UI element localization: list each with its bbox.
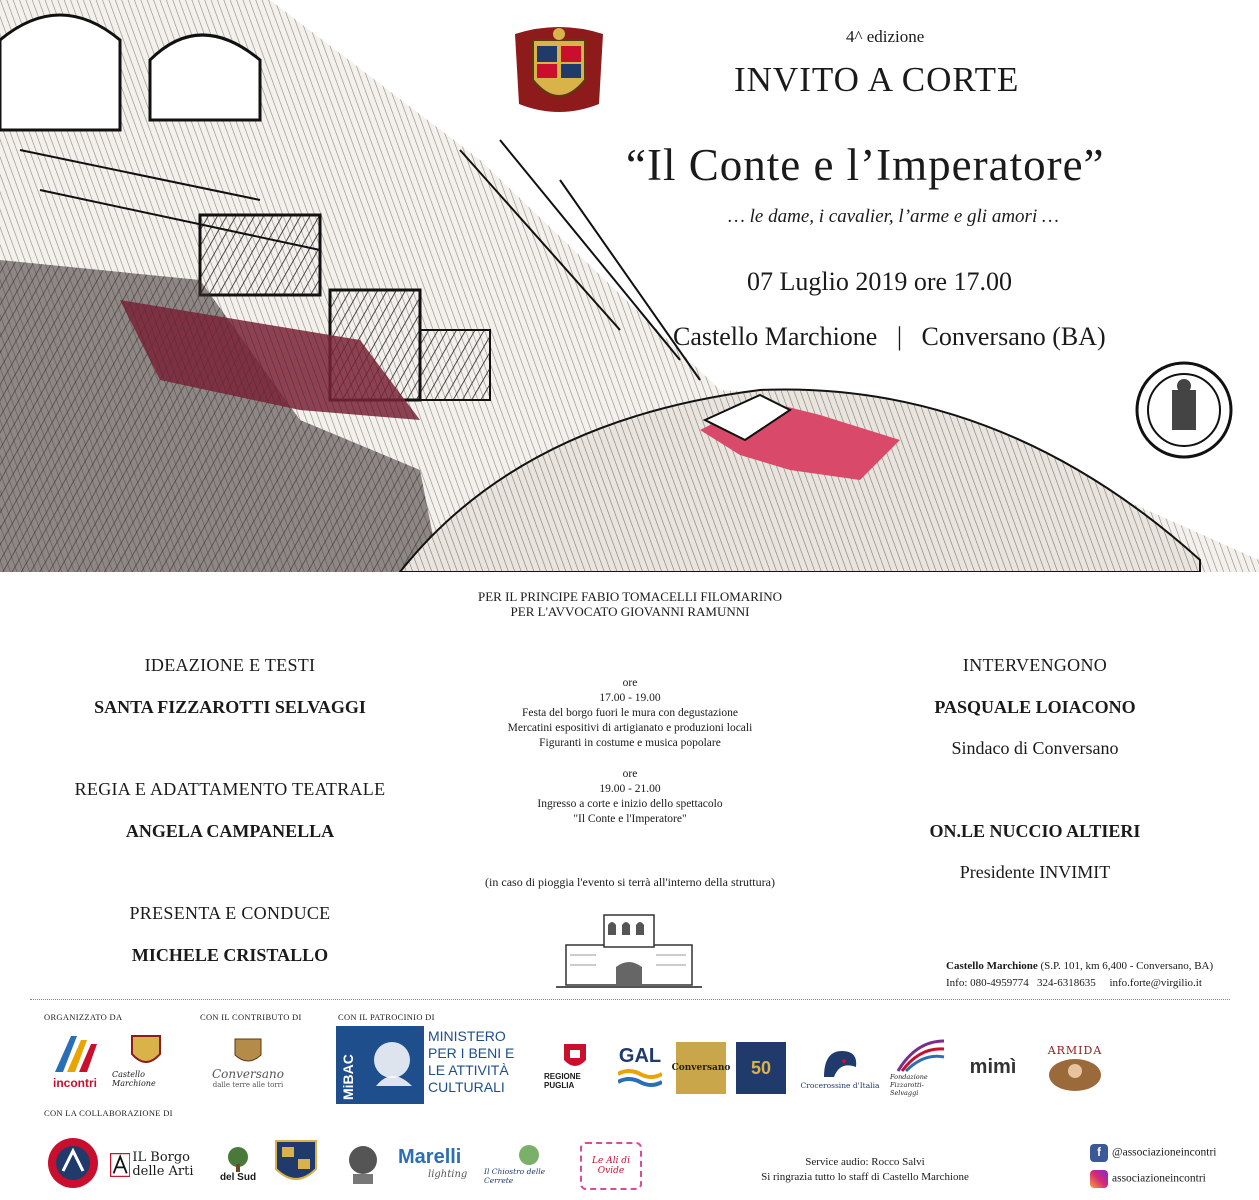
armida-text: ARMIDA xyxy=(1047,1043,1103,1057)
gruppo-storico-logo xyxy=(270,1136,322,1192)
marelli-text: Marelli xyxy=(398,1146,462,1168)
divider xyxy=(30,999,1230,1000)
instagram-link[interactable] xyxy=(1090,1170,1206,1188)
speaker2-name: ON.LE NUCCIO ALTIERI xyxy=(929,821,1141,841)
facebook-link[interactable] xyxy=(1090,1144,1216,1162)
presenta-name: MICHELE CRISTALLO xyxy=(131,945,329,965)
mibac-logo xyxy=(336,1026,524,1104)
instagram-handle: associazioneincontri xyxy=(1112,1172,1206,1185)
regia-name: ANGELA CAMPANELLA xyxy=(125,821,335,841)
event-title: “Il Conte e l’Imperatore” xyxy=(626,140,1105,190)
mibac-text: MiBAC xyxy=(340,1054,356,1100)
mimi-text: mimì xyxy=(969,1055,1017,1078)
rain-note: (in caso di pioggia l'evento si terrà all'interno della struttura) xyxy=(485,875,775,889)
crocerossine-logo xyxy=(796,1040,884,1096)
thanks-credit: Si ringrazia tutto lo staff di Castello Marchione xyxy=(761,1171,969,1183)
chiostro-text: Il Chiostro delle Cerrete xyxy=(484,1167,546,1185)
programme-line: Mercatini espositivi di artigianato e produzioni locali xyxy=(507,722,753,734)
audio-credit: Service audio: Rocco Salvi xyxy=(805,1156,925,1168)
castle-sketch xyxy=(0,0,1259,572)
gal-text: GAL xyxy=(618,1044,662,1067)
mimi-logo xyxy=(960,1042,1026,1092)
umanesimo-pietra-logo xyxy=(340,1136,386,1192)
borgo-text: IL Borgo delle Arti xyxy=(132,1150,194,1179)
gal-logo xyxy=(616,1038,664,1096)
hero-illustration xyxy=(0,0,1259,572)
presenta-role: PRESENTA E CONDUCE xyxy=(129,903,331,923)
coat-of-arms-logo xyxy=(507,24,611,120)
ore-label-2: ore xyxy=(622,768,638,780)
collaborazione-label: CON LA COLLABORAZIONE DI xyxy=(44,1108,173,1118)
contact-info: Info: 080-4959774 324-6318635 info.forte@virgilio.it xyxy=(946,977,1202,989)
regia-role: REGIA E ADATTAMENTO TEATRALE xyxy=(74,779,386,799)
instagram-icon xyxy=(1090,1170,1108,1188)
event-subtitle: … le dame, i cavalier, l’arme e gli amori … xyxy=(728,206,1059,227)
sud-text: del Sud xyxy=(219,1171,257,1183)
programme-line: Festa del borgo fuori le mura con degustazione xyxy=(522,707,738,719)
marelli-sub: lighting xyxy=(428,1169,468,1180)
ali-ovide-logo xyxy=(580,1142,642,1190)
sentieri-sud-logo xyxy=(212,1138,264,1190)
invite-heading: INVITO A CORTE xyxy=(734,60,1020,99)
regione-puglia-logo xyxy=(544,1040,606,1092)
event-venue: Castello Marchione | Conversano (BA) xyxy=(673,322,1106,351)
contact-address: (S.P. 101, km 6,400 - Conversano, BA) xyxy=(1037,960,1214,972)
speaker2-title: Presidente INVIMIT xyxy=(959,862,1111,882)
mibac-emblem xyxy=(336,1026,424,1104)
host-line-2: PER L'AVVOCATO GIOVANNI RAMUNNI xyxy=(510,604,750,619)
borgo-arti-logo xyxy=(110,1140,206,1190)
castle-drawing xyxy=(556,905,702,990)
time-slot-1: 17.00 - 19.00 xyxy=(599,692,661,704)
regione-text: REGIONE PUGLIA xyxy=(544,1072,581,1090)
ali-text: Le Ali di Ovide xyxy=(592,1156,630,1176)
imperial-seal-logo xyxy=(1134,360,1234,460)
organizzato-label: ORGANIZZATO DA xyxy=(44,1012,123,1022)
armida-logo xyxy=(1040,1040,1110,1096)
castello-logo-text: Castello Marchione xyxy=(112,1070,156,1088)
fondazione-text: Fondazione Fizzarotti-Selvaggi xyxy=(890,1073,928,1097)
programme-line: Figuranti in costume e musica popolare xyxy=(539,737,721,749)
programme-block xyxy=(440,676,820,827)
proloco-logo xyxy=(671,1042,731,1094)
fondazione-logo xyxy=(890,1036,952,1098)
marelli-logo xyxy=(398,1140,478,1186)
conversano-tagline: dalle terre alle torri xyxy=(212,1081,284,1089)
programme-line: "Il Conte e l'Imperatore" xyxy=(573,813,687,825)
footer-credits xyxy=(740,1155,990,1185)
event-date: 07 Luglio 2019 ore 17.00 xyxy=(747,267,1013,296)
castello-marchione-logo xyxy=(112,1032,180,1090)
facebook-icon: f xyxy=(1090,1144,1108,1162)
incontri-text: incontri xyxy=(53,1076,97,1090)
programme-line: Ingresso a corte e inizio dello spettacolo xyxy=(537,798,723,810)
anas-logo xyxy=(46,1136,100,1190)
host-line-1: PER IL PRINCIPE FABIO TOMACELLI FILOMARINO xyxy=(478,589,782,604)
chiostro-logo xyxy=(484,1140,574,1188)
contributo-label: CON IL CONTRIBUTO DI xyxy=(200,1012,302,1022)
ideazione-role: IDEAZIONE E TESTI xyxy=(144,655,316,675)
conversano-logo xyxy=(212,1032,284,1094)
time-slot-2: 19.00 - 21.00 xyxy=(599,783,661,795)
patrocinio-label: CON IL PATROCINIO DI xyxy=(338,1012,435,1022)
edition-label: 4^ edizione xyxy=(846,27,925,46)
facebook-handle: @associazioneincontri xyxy=(1112,1146,1217,1159)
proloco-text: Conversano xyxy=(671,1063,731,1073)
contact-place: Castello Marchione xyxy=(946,960,1038,972)
ideazione-name: SANTA FIZZAROTTI SELVAGGI xyxy=(94,697,366,717)
incontri-logo xyxy=(46,1030,104,1092)
intervengono-role: INTERVENGONO xyxy=(962,655,1108,675)
speaker1-title: Sindaco di Conversano xyxy=(951,738,1119,758)
rotary-logo xyxy=(736,1042,786,1094)
rotary-text: 50 xyxy=(750,1057,772,1078)
crocerossine-text: Crocerossine d'Italia xyxy=(800,1080,880,1090)
conversano-logo-text: Conversano xyxy=(211,1067,285,1081)
ministero-text: MINISTERO PER I BENI E LE ATTIVITÀ CULTURALI xyxy=(428,1028,515,1095)
ore-label-1: ore xyxy=(622,677,638,689)
hosts-block xyxy=(380,589,880,619)
contact-address-line xyxy=(946,960,1213,972)
speaker1-name: PASQUALE LOIACONO xyxy=(934,697,1136,717)
